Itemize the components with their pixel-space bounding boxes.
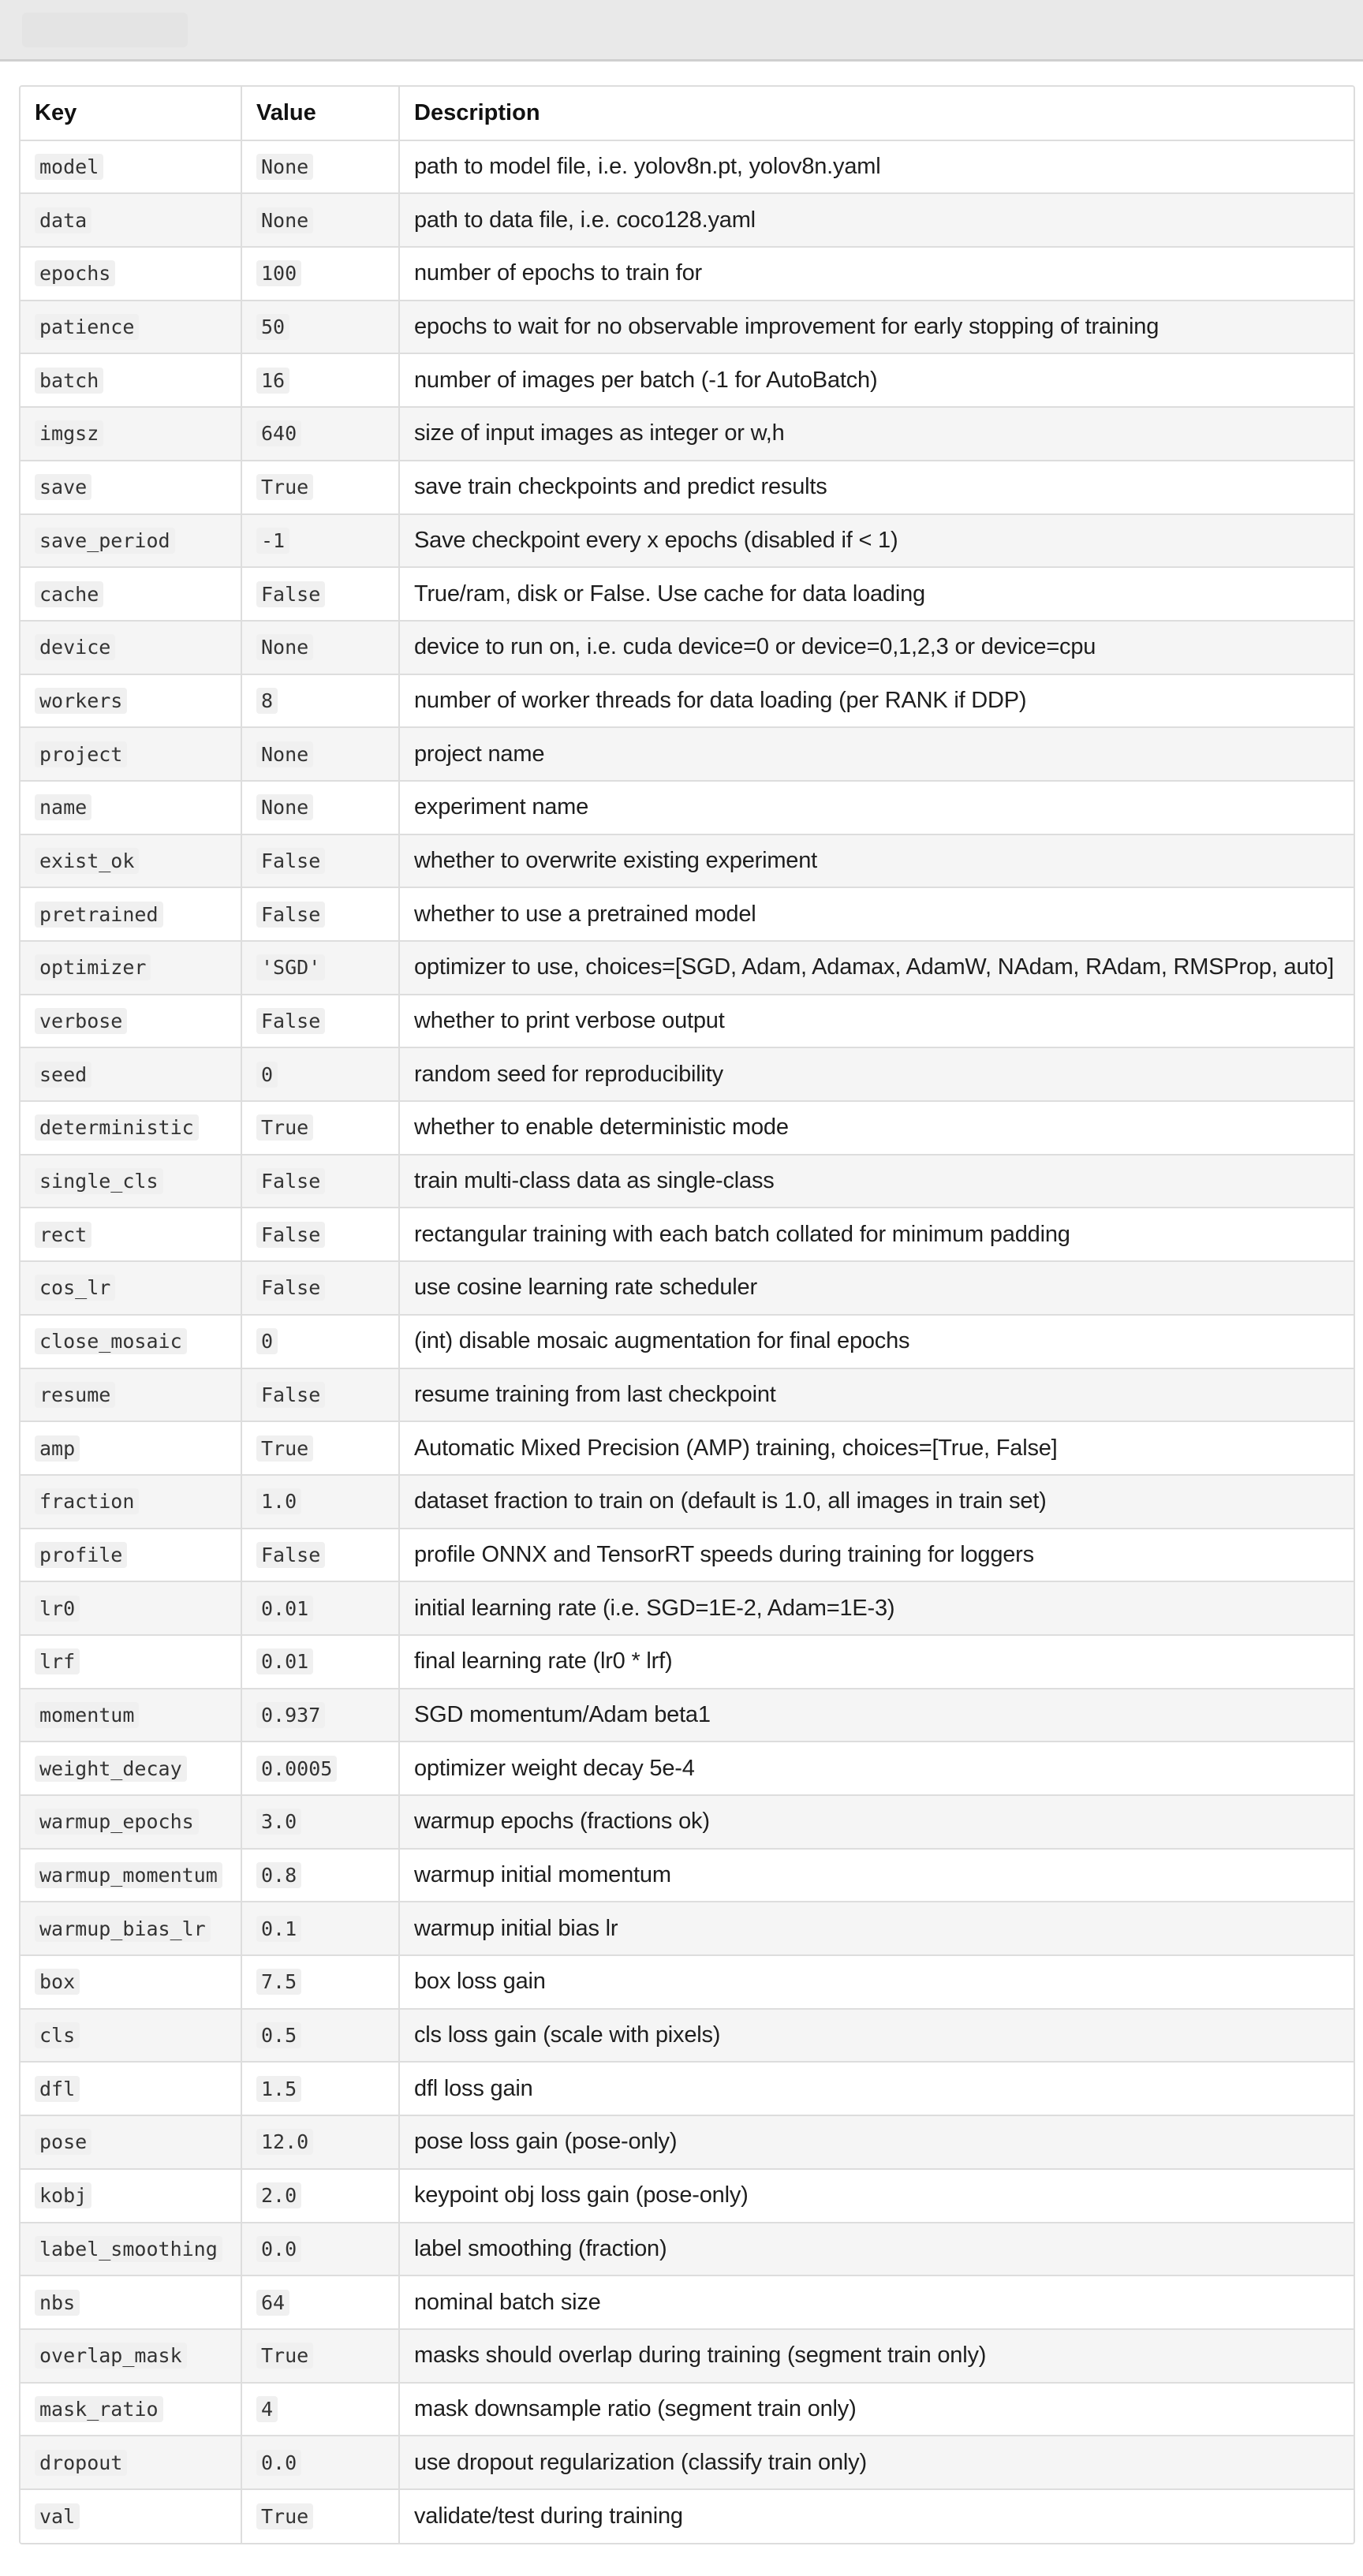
key-code: cls: [35, 2022, 80, 2048]
value-cell: [241, 2115, 399, 2169]
value-code: 16: [256, 368, 289, 394]
key-code: warmup_momentum: [35, 1862, 222, 1888]
value-cell: [241, 781, 399, 834]
key-code: momentum: [35, 1702, 139, 1728]
key-cell: [21, 1795, 241, 1849]
key-cell: [21, 834, 241, 888]
key-cell: [21, 2436, 241, 2489]
value-code: 1.5: [256, 2076, 301, 2102]
description-cell: dataset fraction to train on (default is 1.0, all images in train set): [399, 1475, 1354, 1529]
description-cell: validate/test during training: [399, 2489, 1354, 2543]
table-row: [21, 1635, 1354, 1689]
table-row: [21, 301, 1354, 354]
value-code: None: [256, 634, 313, 660]
key-code: verbose: [35, 1008, 127, 1034]
description-cell: whether to use a pretrained model: [399, 887, 1354, 941]
value-code: 0.8: [256, 1862, 301, 1888]
key-code: dfl: [35, 2076, 80, 2102]
key-code: resume: [35, 1382, 115, 1408]
value-cell: [241, 2062, 399, 2115]
value-cell: [241, 2275, 399, 2329]
value-cell: [241, 1529, 399, 1582]
value-code: True: [256, 2503, 313, 2529]
key-cell: [21, 995, 241, 1048]
table-row: [21, 2009, 1354, 2063]
key-cell: [21, 193, 241, 247]
table-row: [21, 834, 1354, 888]
key-cell: [21, 1208, 241, 1261]
value-code: 0: [256, 1062, 278, 1088]
description-cell: nominal batch size: [399, 2275, 1354, 2329]
description-cell: device to run on, i.e. cuda device=0 or device=0,1,2,3 or device=cpu: [399, 621, 1354, 674]
key-code: lrf: [35, 1648, 80, 1674]
value-cell: [241, 674, 399, 728]
value-cell: [241, 621, 399, 674]
key-cell: [21, 2275, 241, 2329]
key-cell: [21, 2062, 241, 2115]
key-code: cache: [35, 581, 103, 607]
key-cell: [21, 1581, 241, 1635]
table-row: [21, 567, 1354, 621]
table-row: [21, 514, 1354, 568]
description-cell: initial learning rate (i.e. SGD=1E-2, Adam=1E-3): [399, 1581, 1354, 1635]
key-cell: [21, 461, 241, 514]
value-code: False: [256, 848, 325, 874]
value-code: False: [256, 902, 325, 928]
table-row: [21, 2223, 1354, 2276]
value-cell: [241, 2169, 399, 2223]
value-cell: [241, 1208, 399, 1261]
key-cell: [21, 727, 241, 781]
description-cell: optimizer weight decay 5e-4: [399, 1742, 1354, 1795]
key-code: weight_decay: [35, 1756, 187, 1782]
table-row: [21, 1047, 1354, 1101]
value-code: 0: [256, 1328, 278, 1354]
value-cell: [241, 995, 399, 1048]
value-cell: [241, 1849, 399, 1902]
key-cell: [21, 1315, 241, 1368]
key-code: box: [35, 1969, 80, 1995]
value-cell: [241, 514, 399, 568]
key-cell: [21, 887, 241, 941]
description-cell: save train checkpoints and predict results: [399, 461, 1354, 514]
key-code: deterministic: [35, 1114, 199, 1141]
table-row: [21, 1742, 1354, 1795]
description-cell: whether to overwrite existing experiment: [399, 834, 1354, 888]
description-cell: final learning rate (lr0 * lrf): [399, 1635, 1354, 1689]
description-cell: use dropout regularization (classify train only): [399, 2436, 1354, 2489]
settings-table: [21, 87, 1354, 2543]
table-body: [21, 140, 1354, 2543]
value-cell: [241, 1689, 399, 1742]
description-cell: Automatic Mixed Precision (AMP) training, choices=[True, False]: [399, 1421, 1354, 1475]
table-row: [21, 1475, 1354, 1529]
table-row: [21, 995, 1354, 1048]
description-cell: pose loss gain (pose-only): [399, 2115, 1354, 2169]
value-cell: [241, 1315, 399, 1368]
table-row: [21, 247, 1354, 301]
value-code: -1: [256, 528, 289, 554]
key-code: save: [35, 474, 91, 500]
table-row: [21, 2275, 1354, 2329]
value-code: 0.0: [256, 2236, 301, 2262]
key-cell: [21, 247, 241, 301]
description-cell: box loss gain: [399, 1955, 1354, 2009]
key-code: epochs: [35, 260, 115, 286]
key-code: patience: [35, 314, 139, 340]
value-cell: [241, 567, 399, 621]
table-row: [21, 1581, 1354, 1635]
description-cell: epochs to wait for no observable improvement for early stopping of training: [399, 301, 1354, 354]
key-cell: [21, 1101, 241, 1155]
table-row: [21, 2436, 1354, 2489]
value-code: False: [256, 1222, 325, 1248]
value-code: False: [256, 1275, 325, 1301]
value-code: 8: [256, 688, 278, 714]
description-cell: dfl loss gain: [399, 2062, 1354, 2115]
description-cell: whether to print verbose output: [399, 995, 1354, 1048]
value-code: 0.0005: [256, 1756, 337, 1782]
description-cell: keypoint obj loss gain (pose-only): [399, 2169, 1354, 2223]
key-cell: [21, 1368, 241, 1422]
table-row: [21, 1368, 1354, 1422]
value-cell: [241, 1795, 399, 1849]
top-bar-placeholder: [22, 13, 188, 47]
value-cell: [241, 1421, 399, 1475]
table-row: [21, 1155, 1354, 1208]
key-cell: [21, 1475, 241, 1529]
table-row: [21, 2329, 1354, 2383]
key-code: amp: [35, 1435, 80, 1462]
key-code: workers: [35, 688, 127, 714]
key-cell: [21, 2489, 241, 2543]
description-cell: Save checkpoint every x epochs (disabled if < 1): [399, 514, 1354, 568]
table-row: [21, 2383, 1354, 2436]
value-cell: [241, 1902, 399, 1955]
value-code: True: [256, 2343, 313, 2369]
table-row: [21, 461, 1354, 514]
table-row: [21, 2062, 1354, 2115]
value-code: 3.0: [256, 1809, 301, 1835]
key-cell: [21, 2223, 241, 2276]
key-code: pretrained: [35, 902, 163, 928]
value-code: False: [256, 581, 325, 607]
value-cell: [241, 727, 399, 781]
value-code: 0.01: [256, 1648, 313, 1674]
table-row: [21, 353, 1354, 407]
value-cell: [241, 2009, 399, 2063]
description-cell: mask downsample ratio (segment train only): [399, 2383, 1354, 2436]
description-cell: True/ram, disk or False. Use cache for data loading: [399, 567, 1354, 621]
value-code: None: [256, 741, 313, 767]
description-cell: cls loss gain (scale with pixels): [399, 2009, 1354, 2063]
key-cell: [21, 2169, 241, 2223]
table-header-row: [21, 87, 1354, 140]
value-code: 0.937: [256, 1702, 325, 1728]
description-cell: train multi-class data as single-class: [399, 1155, 1354, 1208]
value-code: True: [256, 474, 313, 500]
key-code: name: [35, 794, 91, 820]
description-cell: path to model file, i.e. yolov8n.pt, yolov8n.yaml: [399, 140, 1354, 194]
table-row: [21, 1689, 1354, 1742]
key-cell: [21, 1742, 241, 1795]
table-row: [21, 1955, 1354, 2009]
value-code: 0.0: [256, 2450, 301, 2476]
key-cell: [21, 567, 241, 621]
description-cell: random seed for reproducibility: [399, 1047, 1354, 1101]
key-code: nbs: [35, 2290, 80, 2316]
description-cell: experiment name: [399, 781, 1354, 834]
description-cell: warmup epochs (fractions ok): [399, 1795, 1354, 1849]
key-code: single_cls: [35, 1168, 163, 1194]
key-cell: [21, 1955, 241, 2009]
value-code: None: [256, 207, 313, 233]
key-code: warmup_bias_lr: [35, 1916, 211, 1942]
value-cell: [241, 887, 399, 941]
key-cell: [21, 2009, 241, 2063]
table-row: [21, 674, 1354, 728]
key-cell: [21, 674, 241, 728]
value-code: 1.0: [256, 1488, 301, 1514]
key-cell: [21, 2329, 241, 2383]
description-cell: optimizer to use, choices=[SGD, Adam, Adamax, AdamW, NAdam, RAdam, RMSProp, auto]: [399, 941, 1354, 995]
table-row: [21, 1261, 1354, 1315]
value-code: 0.01: [256, 1596, 313, 1622]
key-cell: [21, 621, 241, 674]
description-cell: whether to enable deterministic mode: [399, 1101, 1354, 1155]
key-cell: [21, 1047, 241, 1101]
table-row: [21, 621, 1354, 674]
value-code: False: [256, 1382, 325, 1408]
key-code: warmup_epochs: [35, 1809, 199, 1835]
value-cell: [241, 1475, 399, 1529]
key-code: cos_lr: [35, 1275, 115, 1301]
key-code: kobj: [35, 2182, 91, 2208]
table-row: [21, 2115, 1354, 2169]
key-code: close_mosaic: [35, 1328, 187, 1354]
key-code: pose: [35, 2129, 91, 2155]
value-code: 0.5: [256, 2022, 301, 2048]
value-cell: [241, 1742, 399, 1795]
key-code: label_smoothing: [35, 2236, 222, 2262]
key-code: mask_ratio: [35, 2396, 163, 2422]
value-cell: [241, 353, 399, 407]
table-row: [21, 1849, 1354, 1902]
table-row: [21, 1529, 1354, 1582]
key-cell: [21, 1635, 241, 1689]
description-cell: path to data file, i.e. coco128.yaml: [399, 193, 1354, 247]
table-row: [21, 2489, 1354, 2543]
key-code: batch: [35, 368, 103, 394]
description-cell: warmup initial momentum: [399, 1849, 1354, 1902]
table-row: [21, 941, 1354, 995]
settings-table-container: [19, 85, 1355, 2544]
value-cell: [241, 834, 399, 888]
description-cell: size of input images as integer or w,h: [399, 407, 1354, 461]
value-cell: [241, 1155, 399, 1208]
description-cell: (int) disable mosaic augmentation for final epochs: [399, 1315, 1354, 1368]
value-code: True: [256, 1435, 313, 1462]
key-code: val: [35, 2503, 80, 2529]
value-code: False: [256, 1542, 325, 1568]
description-cell: project name: [399, 727, 1354, 781]
value-code: 4: [256, 2396, 278, 2422]
key-code: imgsz: [35, 420, 103, 446]
key-cell: [21, 1261, 241, 1315]
description-cell: warmup initial bias lr: [399, 1902, 1354, 1955]
description-cell: masks should overlap during training (segment train only): [399, 2329, 1354, 2383]
value-cell: [241, 941, 399, 995]
key-code: overlap_mask: [35, 2343, 187, 2369]
value-code: None: [256, 794, 313, 820]
table-row: [21, 193, 1354, 247]
key-code: rect: [35, 1222, 91, 1248]
value-code: None: [256, 154, 313, 180]
key-cell: [21, 1849, 241, 1902]
key-code: save_period: [35, 528, 175, 554]
key-code: project: [35, 741, 127, 767]
value-code: False: [256, 1168, 325, 1194]
column-header-description: Description: [399, 87, 1354, 140]
key-code: seed: [35, 1062, 91, 1088]
description-cell: profile ONNX and TensorRT speeds during training for loggers: [399, 1529, 1354, 1582]
value-cell: [241, 301, 399, 354]
key-code: model: [35, 154, 103, 180]
value-cell: [241, 1635, 399, 1689]
key-cell: [21, 1902, 241, 1955]
table-row: [21, 887, 1354, 941]
value-cell: [241, 1581, 399, 1635]
table-row: [21, 2169, 1354, 2223]
value-cell: [241, 2383, 399, 2436]
value-code: 'SGD': [256, 954, 325, 980]
key-cell: [21, 301, 241, 354]
value-cell: [241, 1261, 399, 1315]
value-cell: [241, 1047, 399, 1101]
table-row: [21, 140, 1354, 194]
column-header-value: Value: [241, 87, 399, 140]
value-code: 64: [256, 2290, 289, 2316]
value-cell: [241, 193, 399, 247]
key-cell: [21, 140, 241, 194]
key-code: optimizer: [35, 954, 151, 980]
key-cell: [21, 514, 241, 568]
value-cell: [241, 461, 399, 514]
key-code: fraction: [35, 1488, 139, 1514]
key-code: exist_ok: [35, 848, 139, 874]
key-cell: [21, 353, 241, 407]
description-cell: number of worker threads for data loading (per RANK if DDP): [399, 674, 1354, 728]
description-cell: label smoothing (fraction): [399, 2223, 1354, 2276]
key-cell: [21, 1689, 241, 1742]
key-cell: [21, 1155, 241, 1208]
key-cell: [21, 407, 241, 461]
value-code: False: [256, 1008, 325, 1034]
value-code: 0.1: [256, 1916, 301, 1942]
value-code: 12.0: [256, 2129, 313, 2155]
value-cell: [241, 407, 399, 461]
table-row: [21, 1902, 1354, 1955]
value-cell: [241, 140, 399, 194]
value-code: 50: [256, 314, 289, 340]
key-code: data: [35, 207, 91, 233]
value-cell: [241, 2489, 399, 2543]
value-code: 100: [256, 260, 301, 286]
table-row: [21, 1101, 1354, 1155]
value-code: 7.5: [256, 1969, 301, 1995]
key-code: dropout: [35, 2450, 127, 2476]
value-cell: [241, 1368, 399, 1422]
table-row: [21, 781, 1354, 834]
value-code: 2.0: [256, 2182, 301, 2208]
table-row: [21, 1421, 1354, 1475]
description-cell: number of images per batch (-1 for AutoBatch): [399, 353, 1354, 407]
value-cell: [241, 2329, 399, 2383]
value-code: True: [256, 1114, 313, 1141]
key-cell: [21, 1529, 241, 1582]
table-row: [21, 407, 1354, 461]
value-cell: [241, 2436, 399, 2489]
table-row: [21, 1315, 1354, 1368]
top-bar: [0, 0, 1363, 62]
description-cell: rectangular training with each batch collated for minimum padding: [399, 1208, 1354, 1261]
key-cell: [21, 781, 241, 834]
key-cell: [21, 941, 241, 995]
value-cell: [241, 1955, 399, 2009]
value-cell: [241, 2223, 399, 2276]
table-row: [21, 727, 1354, 781]
key-cell: [21, 2115, 241, 2169]
table-row: [21, 1795, 1354, 1849]
description-cell: use cosine learning rate scheduler: [399, 1261, 1354, 1315]
key-code: device: [35, 634, 115, 660]
value-cell: [241, 247, 399, 301]
description-cell: resume training from last checkpoint: [399, 1368, 1354, 1422]
value-cell: [241, 1101, 399, 1155]
key-cell: [21, 1421, 241, 1475]
key-cell: [21, 2383, 241, 2436]
table-row: [21, 1208, 1354, 1261]
column-header-key: Key: [21, 87, 241, 140]
key-code: profile: [35, 1542, 127, 1568]
description-cell: number of epochs to train for: [399, 247, 1354, 301]
description-cell: SGD momentum/Adam beta1: [399, 1689, 1354, 1742]
key-code: lr0: [35, 1596, 80, 1622]
value-code: 640: [256, 420, 301, 446]
